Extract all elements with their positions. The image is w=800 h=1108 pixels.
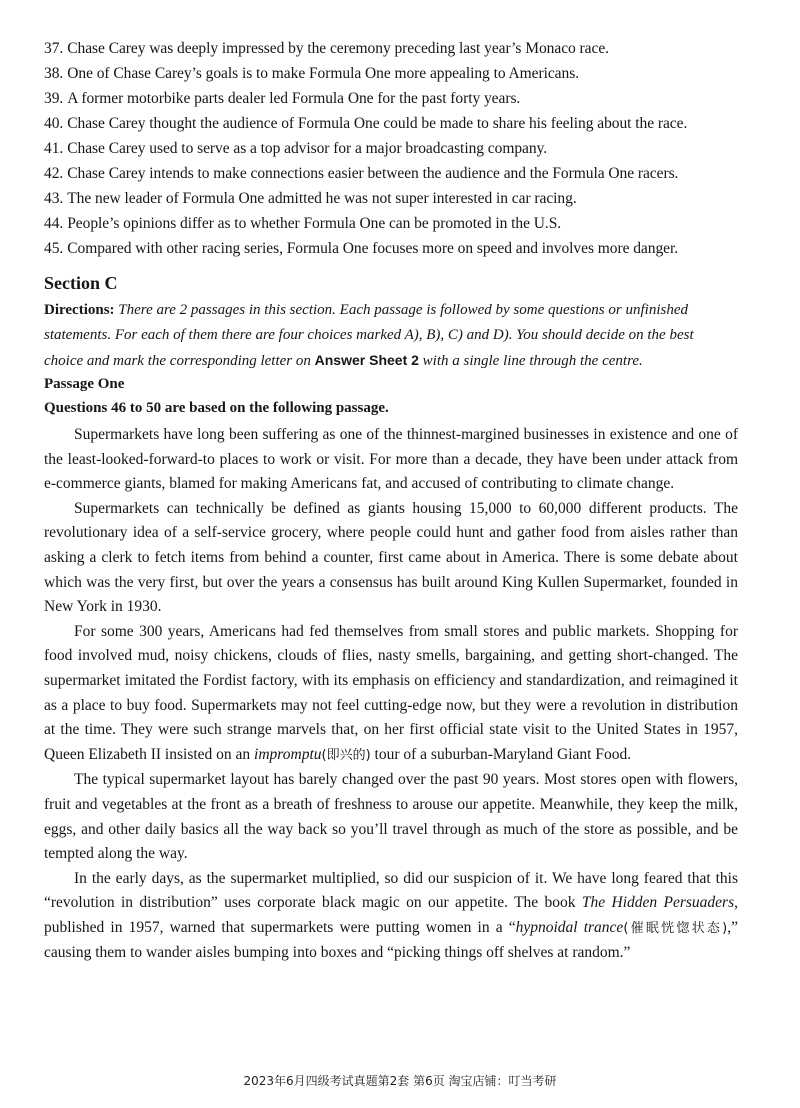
statement-text: Chase Carey thought the audience of Formula One could be made to share his feeling about the race.	[67, 115, 688, 132]
statement-42	[44, 161, 764, 186]
statement-text: Chase Carey used to serve as a top advisor for a major broadcasting company.	[67, 140, 548, 157]
statement-number: 40.	[44, 115, 64, 132]
statement-list	[44, 36, 764, 261]
paragraph-2: Supermarkets can technically be defined as giants housing 15,000 to 60,000 different products. The revolutionary idea of a self-service grocery, where people could hunt and gather food from aisles rather than asking a clerk to fetch items from behind a counter, first came about in America. There is some debate about which was the very first, but over the years a consensus has built around King Kullen Supermarket, founded in New York in 1930.	[44, 499, 738, 616]
statement-43	[44, 186, 764, 211]
statement-number: 41.	[44, 140, 64, 157]
statement-text: One of Chase Carey’s goals is to make Formula One more appealing to Americans.	[67, 65, 580, 82]
paragraph-text: tour of a suburban-Maryland Giant Food.	[370, 745, 632, 763]
paragraph-text: ,” causing them to wander aisles bumping into boxes and “picking things off shelves at random.”	[44, 918, 738, 962]
statement-number: 42.	[44, 165, 64, 182]
statement-41	[44, 136, 764, 161]
answer-sheet-label: Answer Sheet 2	[314, 352, 419, 368]
paragraph-text: In the early days, as the supermarket multiplied, so did our suspicion of it. We have long feared that this “revolution in distribution” uses corporate black magic on our appetite. The book	[44, 869, 738, 912]
chinese-gloss: (即兴的)	[321, 747, 371, 763]
directions-text: There are 2 passages in this section. Each passage is followed by some questions or unfinished statements. For each of them there are four choices marked A), B), C) and D). You should decide on the best choice and mark the corresponding letter on	[44, 302, 694, 369]
statement-40	[44, 111, 764, 136]
statement-text: Chase Carey was deeply impressed by the ceremony preceding last year’s Monaco race.	[67, 40, 609, 57]
passage-label: Passage One	[44, 376, 125, 392]
directions-text-end: with a single line through the centre.	[418, 353, 643, 369]
statement-37	[44, 36, 764, 61]
statement-number: 44.	[44, 215, 64, 232]
statement-text: A former motorbike parts dealer led Formula One for the past forty years.	[67, 90, 521, 107]
statement-number: 45.	[44, 240, 64, 257]
paragraph-3	[44, 620, 738, 769]
statement-44	[44, 211, 764, 236]
statement-45	[44, 236, 764, 261]
statement-number: 43.	[44, 190, 64, 207]
questions-range-label: Questions 46 to 50 are based on the following passage.	[44, 400, 389, 416]
chinese-gloss: (催眠恍惚状态)	[623, 920, 728, 936]
paragraph-4: The typical supermarket layout has barely changed over the past 90 years. Most stores open with flowers, fruit and vegetables at the front as a breath of freshness to arouse our appetite. Meanwhile, they keep the milk, eggs, and other daily basics all the way back so you’ll travel through as much of the store as possible, and be tempted along the way.	[44, 771, 738, 863]
directions-label: Directions:	[44, 302, 115, 318]
paragraph-text: For some 300 years, Americans had fed themselves from small stores and public markets. Shopping for food involved mud, noisy chickens, clouds of flies, nasty smells, bargaining, and getting short-changed. The supermarket imitated the Fordist factory, with its emphasis on efficiency and standardization, and reimagined it as a place to buy food. Supermarkets may not feel cutting-edge now, but they were a revolution in distribution at the time. They were such strange marvels that, on her first official state visit to the United States in 1957, Queen Elizabeth II insisted on an	[44, 622, 738, 763]
directions	[44, 298, 736, 374]
statement-text: People’s opinions differ as to whether Formula One can be promoted in the U.S.	[67, 215, 562, 232]
passage-body	[44, 423, 738, 966]
vocab-term: hypnoidal trance	[515, 918, 624, 936]
statement-text: The new leader of Formula One admitted he was not super interested in car racing.	[67, 190, 577, 207]
vocab-term: impromptu	[254, 745, 322, 763]
statement-number: 37.	[44, 40, 64, 57]
section-title: Section C	[44, 273, 118, 293]
statement-text: Chase Carey intends to make connections easier between the audience and the Formula One racers.	[67, 165, 679, 182]
page-footer: 2023年6月四级考试真题第2套 第6页 淘宝店铺：叮当考研	[243, 1074, 557, 1088]
statement-39	[44, 86, 764, 111]
statement-38	[44, 61, 764, 86]
paragraph-5	[44, 867, 738, 966]
paragraph-text: , published in 1957, warned that supermarkets were putting women in a “	[44, 894, 738, 936]
statement-number: 39.	[44, 90, 64, 107]
book-title: The Hidden Persuaders	[581, 894, 735, 912]
paragraph-1: Supermarkets have long been suffering as one of the thinnest-margined businesses in existence and one of the least-looked-forward-to places to work or visit. For more than a decade, they have been under attack from e-commerce giants, blamed for making Americans fat, and accused of contributing to climate change.	[44, 426, 738, 493]
statement-text: Compared with other racing series, Formula One focuses more on speed and involves more danger.	[67, 240, 679, 257]
statement-number: 38.	[44, 65, 64, 82]
